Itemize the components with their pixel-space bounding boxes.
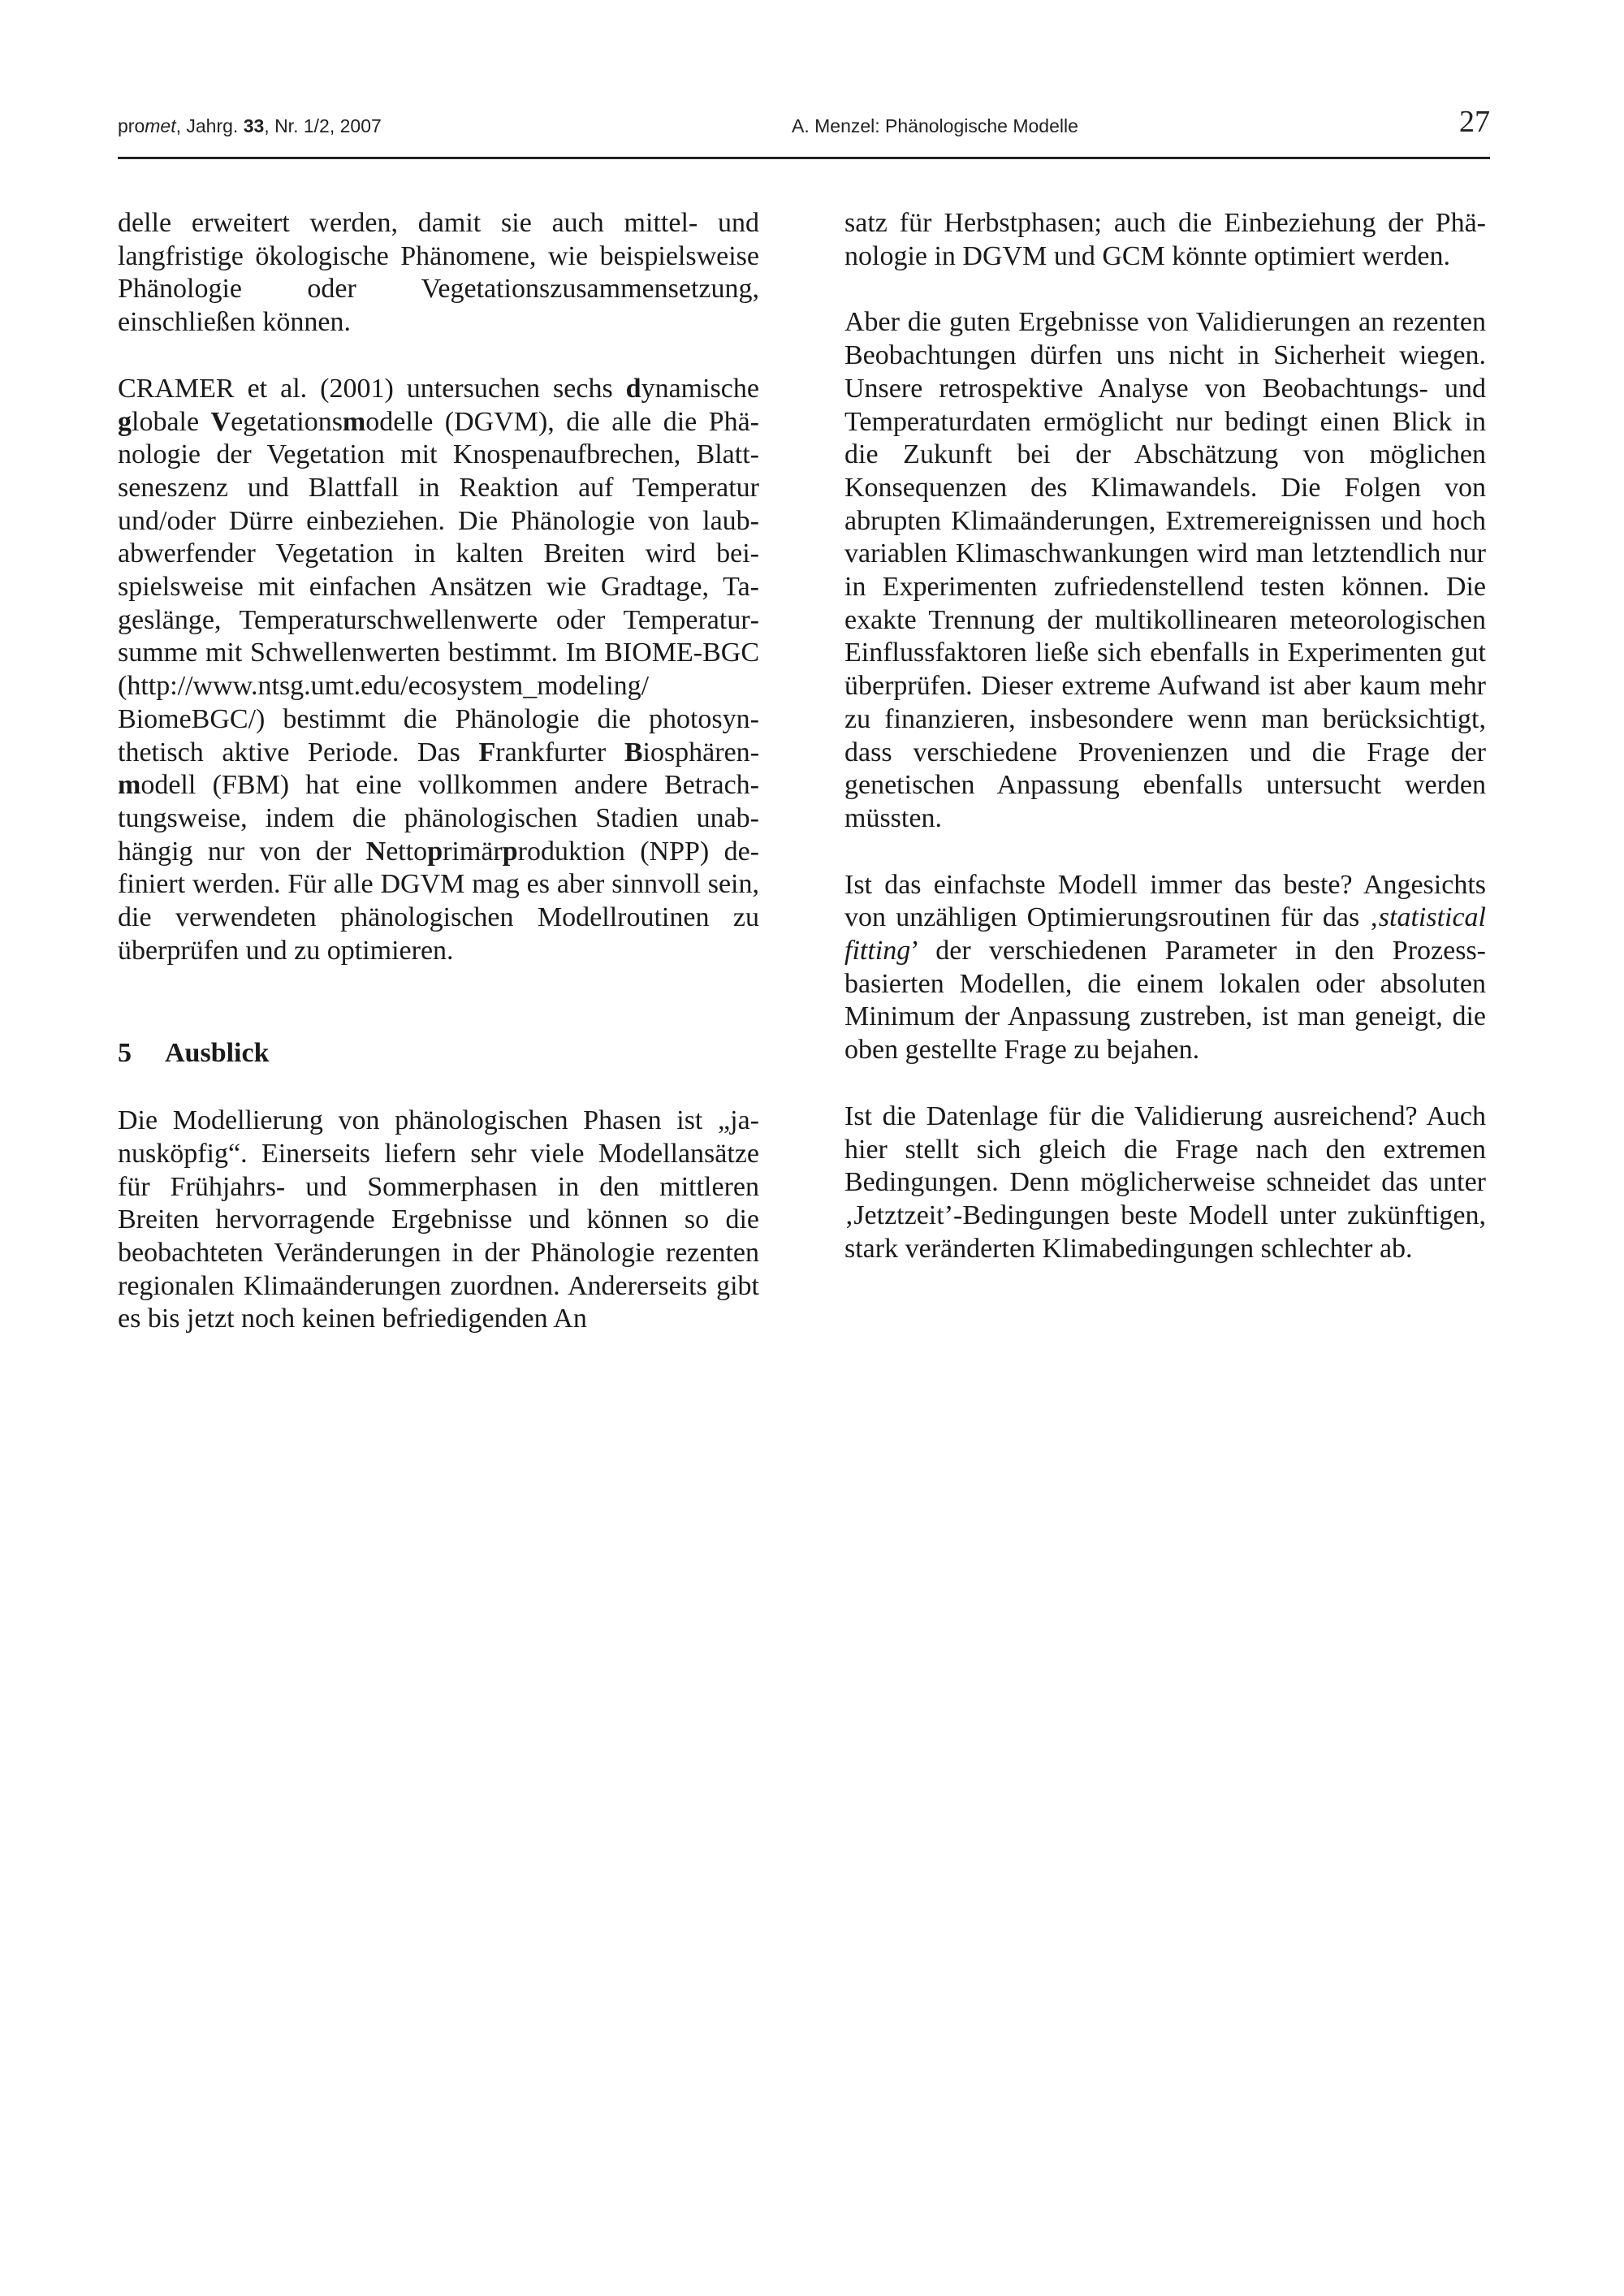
- section-number: 5: [118, 1038, 132, 1069]
- journal-name-prefix: pro: [118, 115, 145, 136]
- paragraph: Die Modellierung von phänologischen Phasen ist „janusköpfig“. Einerseits liefern sehr viele Modellansätze für Frühjahrs- und Sommerphasen in den mittleren Breiten hervorragende Ergebnisse und können so die beobachteten Veränderungen in der Phänologie rezenten regionalen Klimaänderungen zuordnen. Andererseits gibt es bis jetzt noch keinen befriedigenden An: [118, 1105, 759, 1334]
- paragraph: Ist das einfachste Modell immer das beste? Angesichts von unzähligen Optimierungsroutinen für das ‚statistical fitting’ der verschiedenen Parameter in den Prozess-basierten Modellen, die einem lokalen oder absoluten Minimum der Anpassung zustreben, ist man geneigt, die oben gestellte Frage zu bejahen.: [844, 869, 1486, 1066]
- journal-volume-label: , Jahrg.: [175, 115, 244, 136]
- journal-volume: 33: [243, 115, 265, 136]
- right-column: [844, 207, 1486, 1299]
- paragraph: Aber die guten Ergebnisse von Validierungen an rezenten Beobachtungen dürfen uns nicht in Sicherheit wiegen. Unsere retrospektive Analyse von Beobachtungs- und Temperaturdaten ermöglicht nur bedingt einen Blick in die Zukunft bei der Abschätzung von möglichen Konsequenzen des Klimawandels. Die Folgen von abrupten Klimaänderungen, Extremereignissen und hoch variablen Klimaschwankungen wird man letztendlich nur in Experimenten zufriedenstellend testen können. Die exakte Trennung der multikollinearen meteorologischen Einflussfaktoren ließe sich ebenfalls in Experimenten gut überprüfen. Dieser extreme Aufwand ist aber kaum mehr zu finanzieren, insbesondere wenn man berücksichtigt, dass verschiedene Provenienzen und die Frage der genetischen Anpassung ebenfalls untersucht werden müssten.: [844, 307, 1486, 833]
- left-column: [118, 207, 759, 1369]
- page-number: 27: [1459, 105, 1490, 139]
- page-header: [118, 104, 1490, 153]
- paragraph: satz für Herbstphasen; auch die Einbeziehung der Phänologie in DGVM und GCM könnte optimiert werden.: [844, 208, 1486, 271]
- journal-citation: [118, 115, 382, 137]
- running-title: A. Menzel: Phänologische Modelle: [792, 115, 1078, 136]
- header-rule: [118, 157, 1490, 159]
- section-heading: [118, 1037, 759, 1070]
- paragraph: Ist die Datenlage für die Validierung ausreichend? Auch hier stellt sich gleich die Frage nach den extremen Bedingungen. Denn möglicherweise schneidet das unter ‚Jetztzeit’-Bedingungen beste Modell unter zukünftigen, stark veränderten Klimabedingungen schlechter ab.: [844, 1100, 1486, 1264]
- paragraph: delle erweitert werden, damit sie auch mittel- und langfristige ökologische Phänomene, wie beispielsweise Phänologie oder Vegetationszusammensetzung, einschließen können.: [118, 208, 759, 338]
- journal-name-emphasis: met: [145, 115, 176, 136]
- section-title: Ausblick: [165, 1038, 270, 1069]
- journal-issue: , Nr. 1/2, 2007: [264, 115, 382, 136]
- paragraph: CRAMER et al. (2001) untersuchen sechs dynamische globale Vegetationsmodelle (DGVM), die alle die Phänologie der Vegetation mit Knospenaufbrechen, Blattseneszenz und Blattfall in Reaktion auf Temperatur und/oder Dürre einbeziehen. Die Phänologie von laubabwerfender Vegetation in kalten Breiten wird beispielsweise mit einfachen Ansätzen wie Gradtage, Tageslänge, Temperaturschwellenwerte oder Temperatursumme mit Schwellenwerten bestimmt. Im BIOME-BGC (http://www.ntsg.umt.edu/ecosystem_modeling/ BiomeBGC/) bestimmt die Phänologie die photosynthetisch aktive Periode. Das Frankfurter Biosphärenmodell (FBM) hat eine vollkommen andere Betrachtungsweise, indem die phänologischen Stadien unabhängig nur von der Nettoprimärproduktion (NPP) definiert werden. Für alle DGVM mag es aber sinnvoll sein, die verwendeten phänologischen Modellroutinen zu überprüfen und zu optimieren.: [118, 373, 760, 966]
